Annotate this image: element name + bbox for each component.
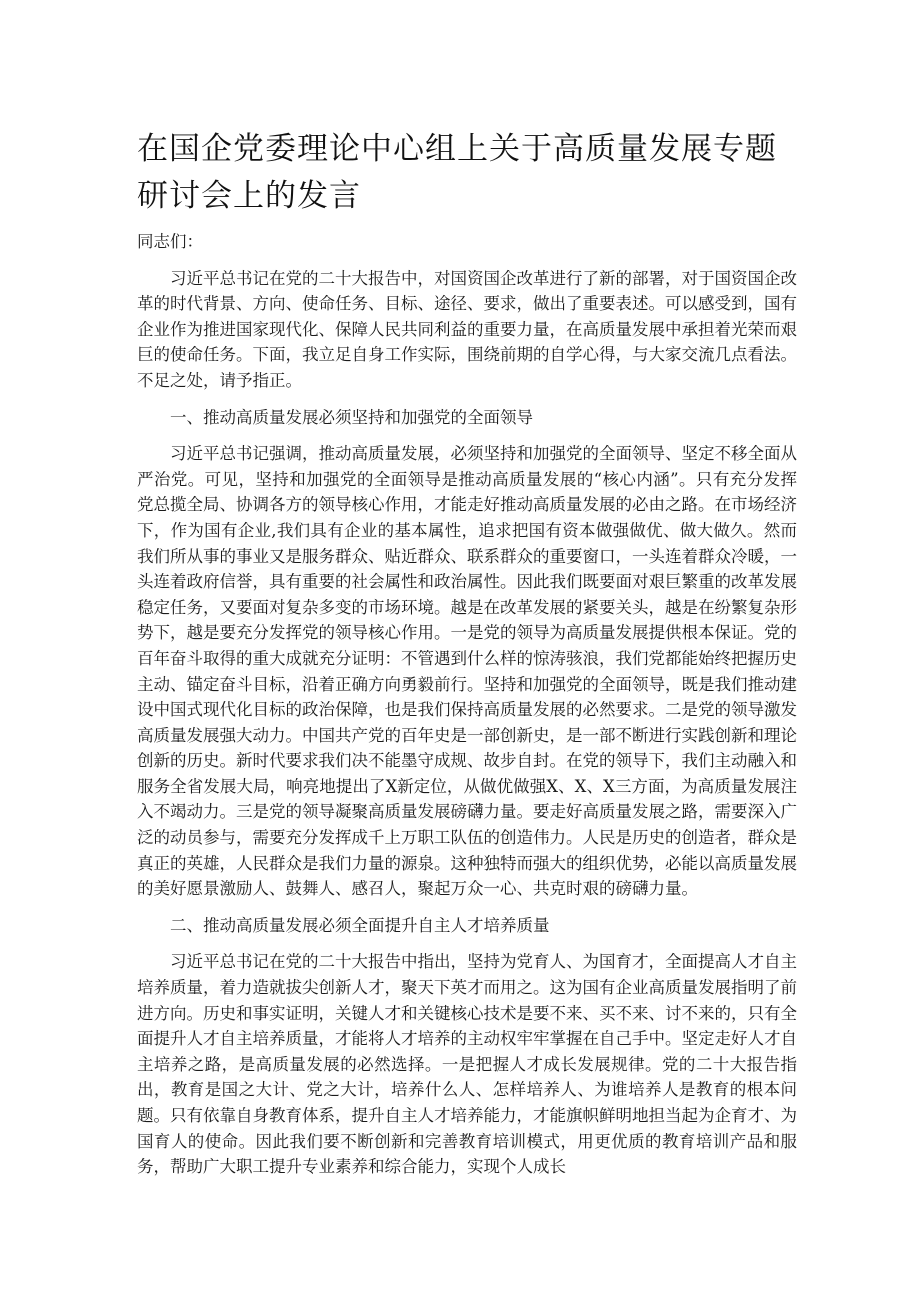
section-1-heading: 一、推动高质量发展必须坚持和加强党的全面领导 (170, 407, 533, 427)
salutation: 同志们： (137, 232, 203, 251)
intro-paragraph: 习近平总书记在党的二十大报告中，对国资国企改革进行了新的部署，对于国资国企改革的时代背景、方向、使命任务、目标、途径、要求，做出了重要表述。可以感受到，国有企业作为推进国家现代化、保障人民共同利益的重要力量，在高质量发展中承担着光荣而艰巨的使命任务。下面，我立足自身工作实际，围绕前期的自学心得，与大家交流几点看法。不足之处，请予指正。 (137, 268, 797, 390)
section-1-paragraph: 习近平总书记强调，推动高质量发展，必须坚持和加强党的全面领导、坚定不移全面从严治党。可见，坚持和加强党的全面领导是推动高质量发展的“核心内涵”。只有充分发挥党总揽全局、协调各方的领导核心作用，才能走好推动高质量发展的必由之路。在市场经济下，作为国有企业,我们具有企业的基本属性，追求把国有资本做强做优、做大做久。然而我们所从事的事业又是服务群众、贴近群众、联系群众的重要窗口，一头连着群众冷暖，一头连着政府信誉，具有重要的社会属性和政治属性。因此我们既要面对艰巨繁重的改革发展稳定任务，又要面对复杂多变的市场环境。越是在改革发展的紧要关头，越是在纷繁复杂形势下，越是要充分发挥党的领导核心作用。一是党的领导为高质量发展提供根本保证。党的百年奋斗取得的重大成就充分证明：不管遇到什么样的惊涛骇浪，我们党都能始终把握历史主动、锚定奋斗目标，沿着正确方向勇毅前行。坚持和加强党的全面领导，既是我们推动建设中国式现代化目标的政治保障，也是我们保持高质量发展的必然要求。二是党的领导激发高质量发展强大动力。中国共产党的百年史是一部创新史，是一部不断进行实践创新和理论创新的历史。新时代要求我们决不能墨守成规、故步自封。在党的领导下，我们主动融入和服务全省发展大局，响亮地提出了X新定位，从做优做强X、X、X三方面，为高质量发展注入不竭动力。三是党的领导凝聚高质量发展磅礴力量。要走好高质量发展之路，需要深入广泛的动员参与，需要充分发挥成千上万职工队伍的创造伟力。人民是历史的创造者，群众是真正的英雄，人民群众是我们力量的源泉。这种独特而强大的组织优势，必能以高质量发展的美好愿景激励人、鼓舞人、感召人，聚起万众一心、共克时艰的磅礴力量。 (137, 444, 797, 899)
section-2-heading: 二、推动高质量发展必须全面提升自主人才培养质量 (170, 915, 550, 935)
document-title: 在国企党委理论中心组上关于高质量发展专题研讨会上的发言 (137, 131, 777, 214)
document-body (137, 229, 797, 1191)
section-2-paragraph: 习近平总书记在党的二十大报告中指出，坚持为党育人、为国育才，全面提高人才自主培养质量，着力造就拔尖创新人才，聚天下英才而用之。这为国有企业高质量发展指明了前进方向。历史和事实证明，关键人才和关键核心技术是要不来、买不来、讨不来的，只有全面提升人才自主培养质量，才能将人才培养的主动权牢牢掌握在自己手中。坚定走好人才自主培养之路，是高质量发展的必然选择。一是把握人才成长发展规律。党的二十大报告指出，教育是国之大计、党之大计，培养什么人、怎样培养人、为谁培养人是教育的根本问题。只有依靠自身教育体系，提升自主人才培养能力，才能旗帜鲜明地担当起为企育才、为国育人的使命。因此我们要不断创新和完善教育培训模式，用更优质的教育培训产品和服务，帮助广大职工提升专业素养和综合能力，实现个人成长 (137, 952, 797, 1177)
